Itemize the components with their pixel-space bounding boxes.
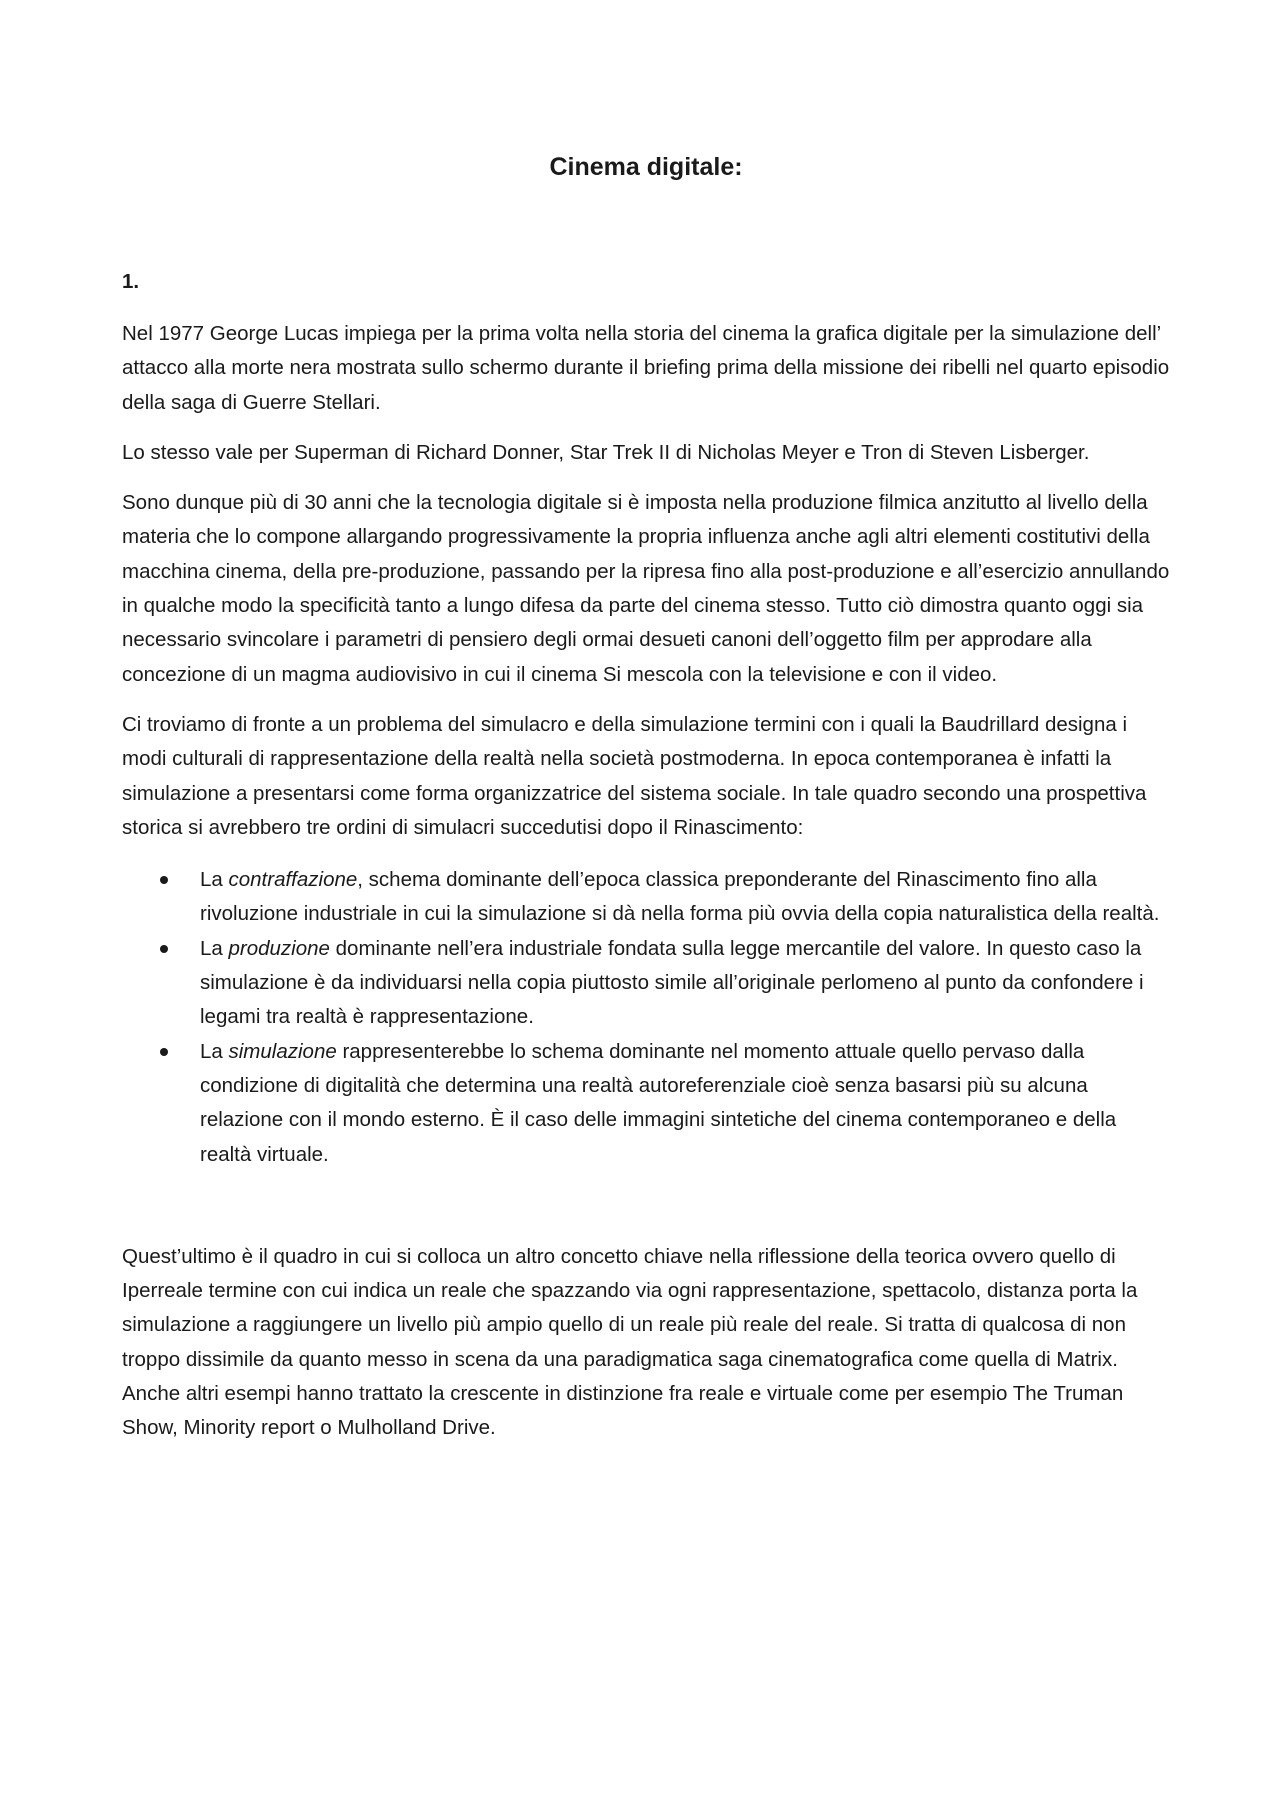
paragraph-superman: Lo stesso vale per Superman di Richard Donner, Star Trek II di Nicholas Meyer e Tron di Steven Lisberger. (122, 440, 1090, 464)
simulacra-list (122, 863, 1170, 1172)
bullet-icon (160, 1048, 168, 1056)
bullet-icon (160, 876, 168, 884)
section-number: 1. (122, 270, 140, 293)
paragraph-digital-technology: Sono dunque più di 30 anni che la tecnologia digitale si è imposta nella produzione filmica anzitutto al livello della materia che lo compone allargando progressivamente la propria influenza anche agli altri elementi costitutivi della macchina cinema, della pre-produzione, passando per la ripresa fino alla post-produzione e all’esercizio annullando in qualche modo la specificità tanto a lungo difesa da parte del cinema stesso. Tutto ciò dimostra quanto oggi sia necessario svincolare i parametri di pensiero degli ormai desueti canoni dell’oggetto film per approdare alla concezione di un magma audiovisivo in cui il cinema Si mescola con la televisione e con il video. (122, 491, 1170, 686)
list-item-term: simulazione (228, 1039, 337, 1063)
list-item: La simulazione rappresenterebbe lo schema dominante nel momento attuale quello pervaso dalla condizione di digitalità che determina una realtà autoreferenziale cioè senza basarsi più su alcuna relazione con il mondo esterno. È il caso delle immagini sintetiche del cinema contemporaneo e della realtà virtuale. (200, 1035, 1170, 1172)
document-page (122, 150, 1170, 1446)
list-item: La contraffazione, schema dominante dell’epoca classica preponderante del Rinascimento fino alla rivoluzione industriale in cui la simulazione si dà nella forma più ovvia della copia naturalistica della realtà. (200, 863, 1170, 932)
document-title: Cinema digitale: (549, 153, 743, 181)
paragraph-hyperreal: Quest’ultimo è il quadro in cui si colloca un altro concetto chiave nella riflessione della teorica ovvero quello di Iperreale termine con cui indica un reale che spazzando via ogni rappresentazione, spettacolo, distanza porta la simulazione a raggiungere un livello più ampio quello di un reale più reale del reale. Si tratta di qualcosa di non troppo dissimile da quanto messo in scena da una paradigmatica saga cinematografica come quella di Matrix. Anche altri esempi hanno trattato la crescente in distinzione fra reale e virtuale come per esempio The Truman Show, Minority report o Mulholland Drive. (122, 1244, 1138, 1440)
list-item-term: produzione (228, 936, 330, 960)
bullet-icon (160, 945, 168, 953)
paragraph-simulacrum: Ci troviamo di fronte a un problema del simulacro e della simulazione termini con i quali la Baudrillard designa i modi culturali di rappresentazione della realtà nella società postmoderna. In epoca contemporanea è infatti la simulazione a presentarsi come forma organizzatrice del sistema sociale. In tale quadro secondo una prospettiva storica si avrebbero tre ordini di simulacri succedutisi dopo il Rinascimento: (122, 712, 1147, 839)
list-item: La produzione dominante nell’era industriale fondata sulla legge mercantile del valore. In questo caso la simulazione è da individuarsi nella copia piuttosto simile all’originale perlomeno al punto da confondere i legami tra realtà è rappresentazione. (200, 932, 1170, 1035)
list-item-term: contraffazione (228, 868, 358, 892)
paragraph-lucas: Nel 1977 George Lucas impiega per la prima volta nella storia del cinema la grafica digitale per la simulazione dell’ attacco alla morte nera mostrata sullo schermo durante il briefing prima della missione dei ribelli nel quarto episodio della saga di Guerre Stellari. (122, 322, 1170, 414)
